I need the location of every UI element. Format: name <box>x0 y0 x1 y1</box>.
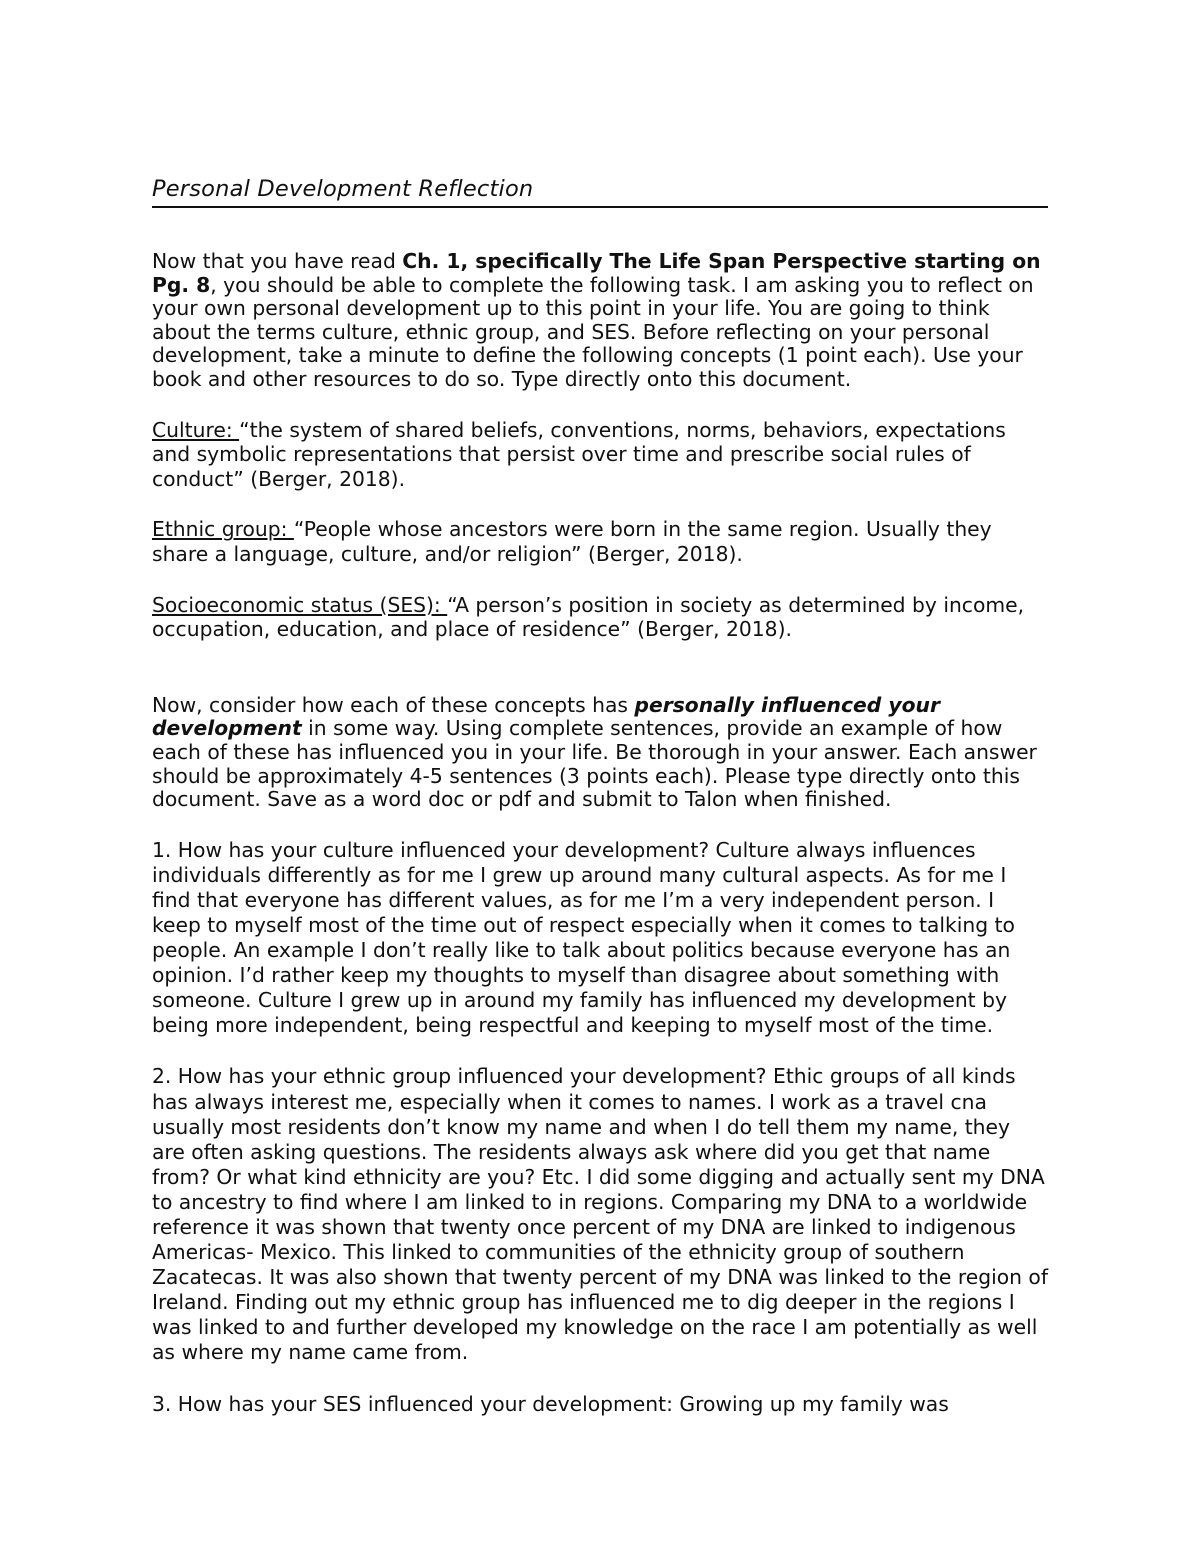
intro-paragraph <box>152 250 1048 392</box>
definition-text: “A person’s position in society as determined by income, occupation, education, and place of residence” (Berger, 2018). <box>152 592 1025 642</box>
intro-text-start: Now that you have read <box>152 249 403 273</box>
document-title: Personal Development Reflection <box>152 174 1048 208</box>
instructions-paragraph <box>152 694 1048 812</box>
intro-text-end: , you should be able to complete the following task. I am asking you to reflect on your own personal development up to this point in your life. You are going to think about the terms culture, ethnic group, and SES. Before reflecting on your personal development, take a minute to define the following concepts (1 point each). Use your book and other resources to do so. Type directly onto this document. <box>152 272 1034 391</box>
definition-text: “People whose ancestors were born in the same region. Usually they share a language, culture, and/or religion” (Berger, 2018). <box>152 517 992 566</box>
answer-culture: 1. How has your culture influenced your development? Culture always influences individuals differently as for me I grew up around many cultural aspects. As for me I find that everyone has different values, as for me I’m a very independent person. I keep to myself most of the time out of respect especially when it comes to talking to people. An example I don’t really like to talk about politics because everyone has an opinion. I’d rather keep my thoughts to myself than disagree about something with someone. Culture I grew up in around my family has influenced my development by being more independent, being respectful and keeping to myself most of the time. <box>152 837 1015 1038</box>
instructions-text-end: in some way. Using complete sentences, provide an example of how each of these has influenced you in your life. Be thorough in your answer. Each answer should be approximately 4-5 sentences (3 points each). Please type directly onto this document. Save as a word doc or pdf and submit to Talon when finished. <box>152 716 1037 812</box>
definition-text: “the system of shared beliefs, conventions, norms, behaviors, expectations and symbolic representations that persist over time and prescribe social rules of conduct” (Berger, 2018). <box>152 417 1006 491</box>
answer-ses: 3. How has your SES influenced your development: Growing up my family was <box>152 1391 949 1416</box>
intro-chapter-reference: Ch. 1, specifically The Life Span Perspective starting on Pg. 8 <box>152 249 1041 297</box>
definition-term: Ethnic group: <box>152 517 294 542</box>
document-page <box>152 174 1048 1417</box>
definition-term: Socioeconomic status (SES): <box>152 592 448 617</box>
definition-ethnic-group <box>152 517 1048 566</box>
answer-ethnic-group: 2. How has your ethnic group influenced your development? Ethic groups of all kinds has always interest me, especially when it comes to names. I work as a travel cna usually most residents don’t know my name and when I do tell them my name, they are often asking questions. The residents always ask where did you get that name from? Or what kind ethnicity are you? Etc. I did some digging and actually sent my DNA to ancestry to find where I am linked to in regions. Comparing my DNA to a worldwide reference it was shown that twenty once percent of my DNA are linked to indigenous Americas- Mexico. This linked to communities of the ethnicity group of southern Zacatecas. It was also shown that twenty percent of my DNA was linked to the region of Ireland. Finding out my ethnic group has influenced me to dig deeper in the regions I was linked to and further developed my knowledge on the race I am potentially as well as where my name came from. <box>152 1064 1048 1365</box>
definition-ses <box>152 593 1048 642</box>
instructions-text-start: Now, consider how each of these concepts has <box>152 692 635 717</box>
definition-culture <box>152 418 1048 492</box>
instructions-emphasis: personally influenced your development <box>152 692 940 741</box>
definition-term: Culture: <box>152 417 240 442</box>
